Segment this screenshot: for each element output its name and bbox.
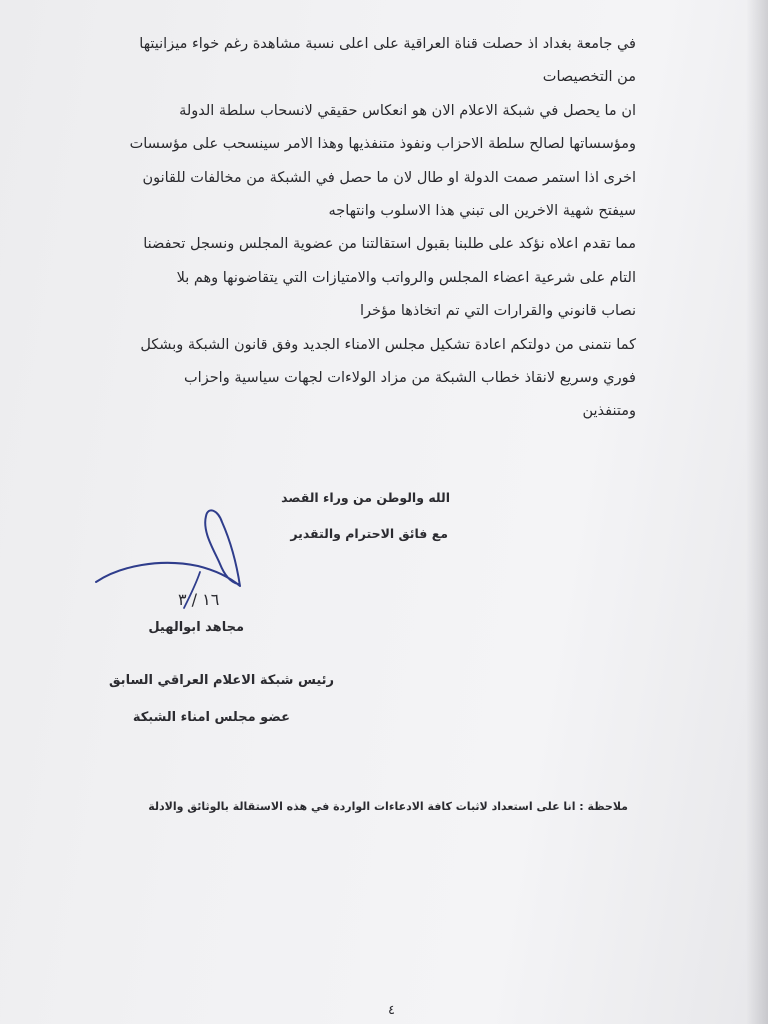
signature-stroke bbox=[96, 510, 240, 586]
body-line: ومؤسساتها لصالح سلطة الاحزاب ونفوذ متنفذيها وهذا الامر سينسحب على مؤسسات bbox=[129, 136, 636, 153]
body-line: ومتنفذين bbox=[582, 403, 636, 420]
body-line: نصاب قانوني والقرارات التي تم اتخاذها مؤخرا bbox=[359, 303, 636, 320]
signer-title-secondary: عضو مجلس امناء الشبكة bbox=[132, 710, 290, 725]
handwritten-date: ١٦ / ٣ bbox=[178, 590, 220, 609]
body-line: في جامعة بغداد اذ حصلت قناة العراقية على اعلى نسبة مشاهدة رغم خواء ميزانيتها bbox=[139, 36, 636, 52]
closing-greeting: الله والوطن من وراء القصد bbox=[281, 490, 450, 505]
signer-title-primary: رئيس شبكة الاعلام العراقي السابق bbox=[108, 673, 334, 688]
body-line: فوري وسريع لانقاذ خطاب الشبكة من مزاد الولاءات لجهات سياسية واحزاب bbox=[184, 369, 636, 386]
body-line: اخرى اذا استمر صمت الدولة او طال لان ما حصل في الشبكة من مخالفات للقانون bbox=[142, 169, 636, 186]
body-line: سيفتح شهية الاخرين الى تبني هذا الاسلوب وانتهاجه bbox=[328, 202, 636, 219]
signer-name: مجاهد ابوالهيل bbox=[148, 620, 244, 635]
page-edge-shadow bbox=[746, 0, 768, 1024]
footnote: ملاحظة : انا على استعداد لاثبات كافة الادعاءات الواردة في هذه الاستقالة بالوثائق والادلة bbox=[148, 800, 628, 813]
body-line: مما تقدم اعلاه نؤكد على طلبنا بقبول استقالتنا من عضوية المجلس ونسجل تحفضنا bbox=[143, 236, 636, 253]
body-line: ان ما يحصل في شبكة الاعلام الان هو انعكاس حقيقي لانسحاب سلطة الدولة bbox=[179, 102, 636, 119]
page-number: ٤ bbox=[388, 1003, 395, 1018]
handwritten-signature bbox=[90, 500, 250, 610]
body-line: من التخصيصات bbox=[542, 69, 636, 86]
closing-regards: مع فائق الاحترام والتقدير bbox=[290, 526, 448, 541]
body-line: التام على شرعية اعضاء المجلس والرواتب والامتيازات التي يتقاضونها وهم بلا bbox=[176, 269, 636, 286]
body-line: كما نتمنى من دولتكم اعادة تشكيل مجلس الامناء الجديد وفق قانون الشبكة وبشكل bbox=[140, 336, 636, 353]
letter-body bbox=[116, 28, 636, 429]
